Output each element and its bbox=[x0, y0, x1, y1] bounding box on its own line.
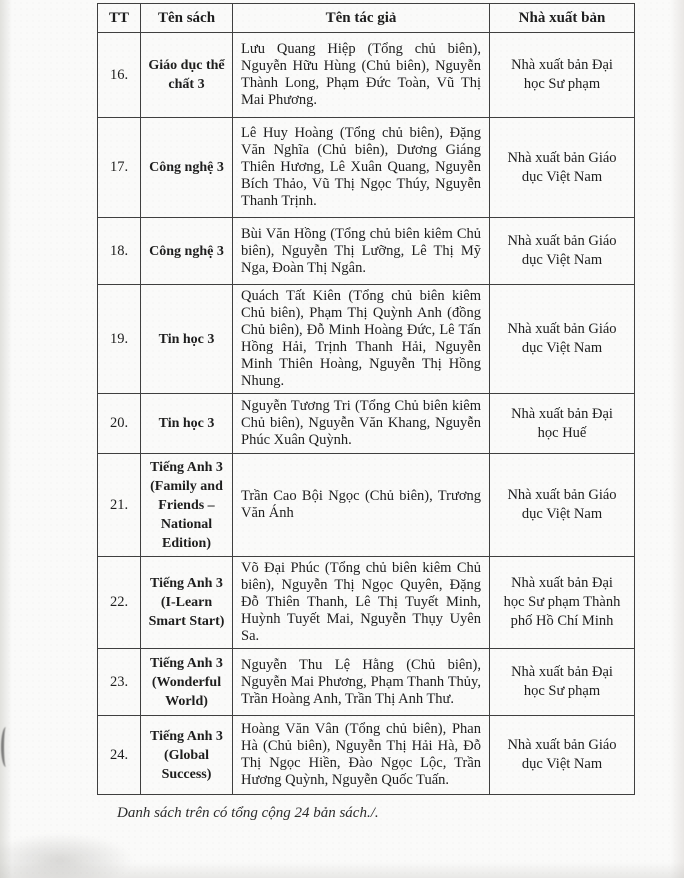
row-number: 18. bbox=[98, 218, 141, 285]
scan-artifact-mark bbox=[1, 727, 11, 767]
book-publisher: Nhà xuất bản Giáo dục Việt Nam bbox=[490, 118, 635, 218]
table-row bbox=[98, 454, 635, 557]
book-publisher: Nhà xuất bản Đại học Huế bbox=[490, 394, 635, 454]
row-number: 20. bbox=[98, 394, 141, 454]
book-list-table bbox=[97, 3, 635, 795]
book-authors: Trần Cao Bội Ngọc (Chủ biên), Trương Văn Ánh bbox=[233, 454, 490, 557]
table-row bbox=[98, 557, 635, 649]
row-number: 24. bbox=[98, 716, 141, 795]
book-authors: Bùi Văn Hồng (Tổng chủ biên kiêm Chủ biên), Nguyễn Thị Lưỡng, Lê Thị Mỹ Nga, Đoàn Thị Ngân. bbox=[233, 218, 490, 285]
book-title: Tin học 3 bbox=[141, 285, 233, 394]
column-header-publisher: Nhà xuất bản bbox=[490, 4, 635, 33]
table-row bbox=[98, 285, 635, 394]
book-publisher: Nhà xuất bản Giáo dục Việt Nam bbox=[490, 285, 635, 394]
page-edge-shadow-right bbox=[670, 0, 684, 878]
book-title: Tin học 3 bbox=[141, 394, 233, 454]
book-authors: Võ Đại Phúc (Tổng chủ biên kiêm Chủ biên), Nguyễn Thị Ngọc Quyên, Đặng Đỗ Thiên Thanh, Lê Thị Tuyết Minh, Huỳnh Tuyết Mai, Nguyễn Thụy Uyên Sa. bbox=[233, 557, 490, 649]
column-header-authors: Tên tác giả bbox=[233, 4, 490, 33]
table-row bbox=[98, 716, 635, 795]
book-title: Tiếng Anh 3 (Global Success) bbox=[141, 716, 233, 795]
row-number: 22. bbox=[98, 557, 141, 649]
book-publisher: Nhà xuất bản Đại học Sư phạm bbox=[490, 649, 635, 716]
column-header-tt: TT bbox=[98, 4, 141, 33]
book-title: Giáo dục thể chất 3 bbox=[141, 33, 233, 118]
column-header-title: Tên sách bbox=[141, 4, 233, 33]
book-publisher: Nhà xuất bản Giáo dục Việt Nam bbox=[490, 218, 635, 285]
table-row bbox=[98, 394, 635, 454]
book-authors: Lưu Quang Hiệp (Tổng chủ biên), Nguyễn Hữu Hùng (Chủ biên), Nguyễn Thành Long, Phạm Đức Toàn, Vũ Thị Mai Phương. bbox=[233, 33, 490, 118]
book-authors: Hoàng Văn Vân (Tổng chủ biên), Phan Hà (Chủ biên), Nguyễn Thị Hải Hà, Đỗ Thị Ngọc Hiền, Đào Ngọc Lộc, Trần Hương Quỳnh, Nguyễn Quốc Tuấn. bbox=[233, 716, 490, 795]
row-number: 21. bbox=[98, 454, 141, 557]
row-number: 16. bbox=[98, 33, 141, 118]
book-authors: Nguyễn Tương Tri (Tổng Chủ biên kiêm Chủ biên), Nguyễn Văn Khang, Nguyễn Phúc Xuân Quỳnh. bbox=[233, 394, 490, 454]
book-publisher: Nhà xuất bản Đại học Sư phạm bbox=[490, 33, 635, 118]
scan-smudge bbox=[0, 833, 135, 878]
row-number: 23. bbox=[98, 649, 141, 716]
row-number: 17. bbox=[98, 118, 141, 218]
table-row bbox=[98, 118, 635, 218]
table-row bbox=[98, 649, 635, 716]
table-row bbox=[98, 218, 635, 285]
table-row bbox=[98, 33, 635, 118]
row-number: 19. bbox=[98, 285, 141, 394]
book-title: Tiếng Anh 3 (Wonderful World) bbox=[141, 649, 233, 716]
book-title: Tiếng Anh 3 (I-Learn Smart Start) bbox=[141, 557, 233, 649]
book-authors: Quách Tất Kiên (Tổng chủ biên kiêm Chủ biên), Phạm Thị Quỳnh Anh (đồng Chủ biên), Đỗ Minh Hoàng Đức, Lê Tấn Hồng Hải, Trịnh Thanh Hải, Nguyễn Minh Thiên Hoàng, Nguyễn Thị Hồng Nhung. bbox=[233, 285, 490, 394]
book-title: Công nghệ 3 bbox=[141, 218, 233, 285]
book-authors: Nguyễn Thu Lệ Hằng (Chủ biên), Nguyễn Mai Phương, Phạm Thanh Thủy, Trần Hoàng Anh, Trần Thị Anh Thư. bbox=[233, 649, 490, 716]
book-title: Công nghệ 3 bbox=[141, 118, 233, 218]
book-authors: Lê Huy Hoàng (Tổng chủ biên), Đặng Văn Nghĩa (Chủ biên), Dương Giáng Thiên Hương, Lê Xuân Quang, Nguyễn Bích Thảo, Vũ Thị Ngọc Thúy, Nguyễn Thanh Trịnh. bbox=[233, 118, 490, 218]
book-title: Tiếng Anh 3 (Family and Friends – National Edition) bbox=[141, 454, 233, 557]
table-header-row bbox=[98, 4, 635, 33]
book-publisher: Nhà xuất bản Đại học Sư phạm Thành phố Hồ Chí Minh bbox=[490, 557, 635, 649]
footer-note: Danh sách trên có tổng cộng 24 bản sách./. bbox=[117, 805, 379, 821]
book-publisher: Nhà xuất bản Giáo dục Việt Nam bbox=[490, 454, 635, 557]
book-publisher: Nhà xuất bản Giáo dục Việt Nam bbox=[490, 716, 635, 795]
